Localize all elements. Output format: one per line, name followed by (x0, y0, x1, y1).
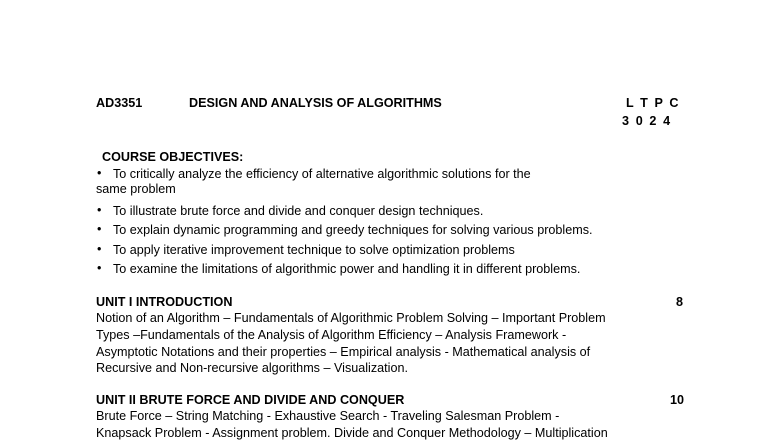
objective-item: To explain dynamic programming and greedy techniques for solving various problems. (113, 223, 593, 237)
unit-text-line: Types –Fundamentals of the Analysis of Algorithm Efficiency – Analysis Framework - (96, 328, 567, 342)
unit-hours: 10 (670, 393, 685, 407)
unit-text-line: Asymptotic Notations and their properties – Empirical analysis - Mathematical analysis of (96, 345, 591, 359)
objective-item-continuation: same problem (96, 182, 176, 196)
bullet-icon: • (97, 222, 102, 236)
course-code: AD3351 (96, 96, 143, 110)
bullet-icon: • (97, 242, 102, 256)
objective-item: To examine the limitations of algorithmic power and handling it in different problems. (113, 262, 581, 276)
bullet-icon: • (97, 203, 102, 217)
objective-item: To apply iterative improvement technique to solve optimization problems (113, 243, 515, 257)
unit-text-line: Notion of an Algorithm – Fundamentals of Algorithmic Problem Solving – Important Problem (96, 311, 606, 325)
bullet-icon: • (97, 261, 102, 275)
objective-item: To critically analyze the efficiency of alternative algorithmic solutions for the (113, 167, 531, 181)
objectives-heading: COURSE OBJECTIVES: (102, 150, 244, 164)
objective-item: To illustrate brute force and divide and conquer design techniques. (113, 204, 484, 218)
course-title: DESIGN AND ANALYSIS OF ALGORITHMS (189, 96, 442, 110)
unit-title: UNIT II BRUTE FORCE AND DIVIDE AND CONQUER (96, 393, 405, 407)
bullet-icon: • (97, 166, 102, 180)
unit-hours: 8 (676, 295, 684, 309)
unit-text-line: Knapsack Problem - Assignment problem. Divide and Conquer Methodology – Multiplication (96, 426, 608, 440)
unit-title: UNIT I INTRODUCTION (96, 295, 233, 309)
unit-text-line: Recursive and Non-recursive algorithms – Visualization. (96, 361, 408, 375)
ltpc-header: L T P C (626, 96, 681, 110)
ltpc-values: 3 0 2 4 (622, 114, 672, 128)
unit-text-line: Brute Force – String Matching - Exhaustive Search - Traveling Salesman Problem - (96, 409, 560, 423)
